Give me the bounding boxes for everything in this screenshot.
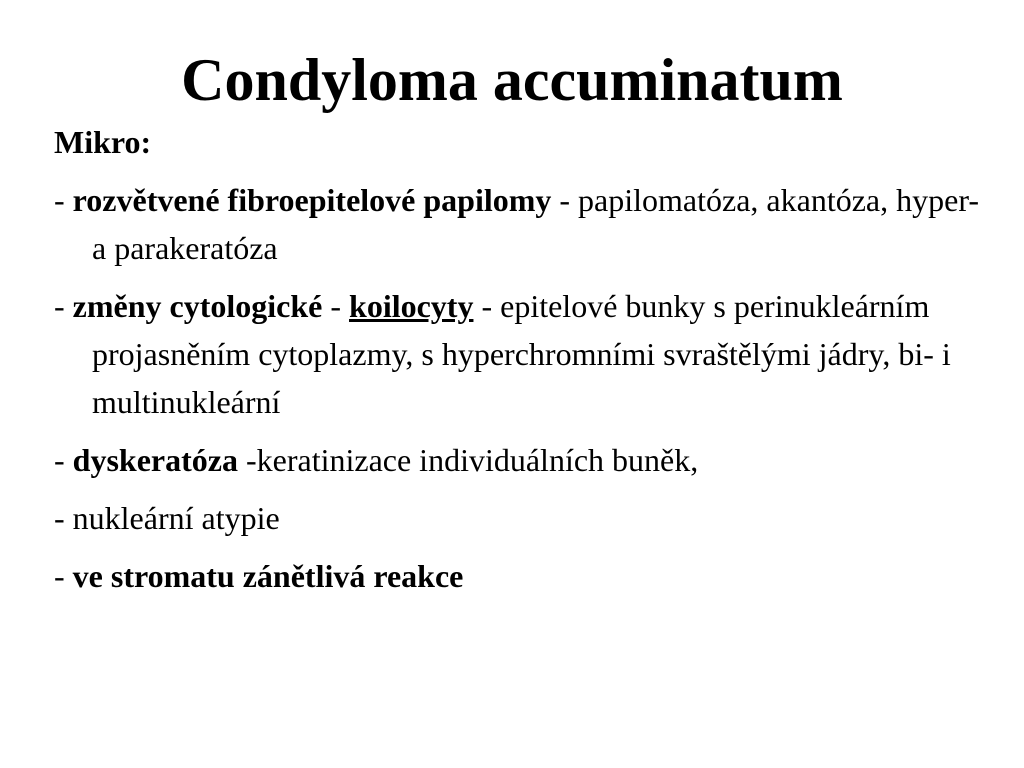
bullet-item-dyskeratoza: [54, 436, 984, 484]
slide-title: Condyloma accuminatum: [181, 47, 843, 113]
bullet-text: - nukleární atypie: [54, 500, 280, 536]
bullet-text: - papilomatóza, akantóza, hyper- a parakeratóza: [92, 182, 979, 266]
bullet-prefix: -: [54, 288, 73, 324]
koilocyty-term: koilocyty: [349, 288, 474, 324]
bullet-item-stroma: [54, 552, 984, 600]
bullet-text: -keratinizace individuálních buněk,: [237, 442, 699, 478]
bullet-bold-text: dyskeratóza: [72, 442, 238, 478]
section-heading: Mikro:: [54, 124, 152, 160]
bullet-item-atypie: [54, 494, 984, 542]
bullet-item-cytologicke: [54, 282, 984, 426]
bullet-item-papilomy: [54, 176, 984, 272]
bullet-bold-text: ve stromatu zánětlivá reakce: [72, 558, 464, 594]
slide-content: [54, 118, 984, 610]
bullet-separator: -: [322, 288, 350, 324]
bullet-prefix: -: [54, 182, 73, 218]
bullet-prefix: -: [54, 442, 73, 478]
bullet-prefix: -: [54, 558, 73, 594]
bullet-bold-text: rozvětvené fibroepitelové papilomy: [72, 182, 552, 218]
bullet-text: - epitelové bunky s perinukleárním projasněním cytoplazmy, s hyperchromními svraštělými jádry, bi- i multinukleární: [92, 288, 951, 420]
bullet-bold-text: změny cytologické: [72, 288, 323, 324]
